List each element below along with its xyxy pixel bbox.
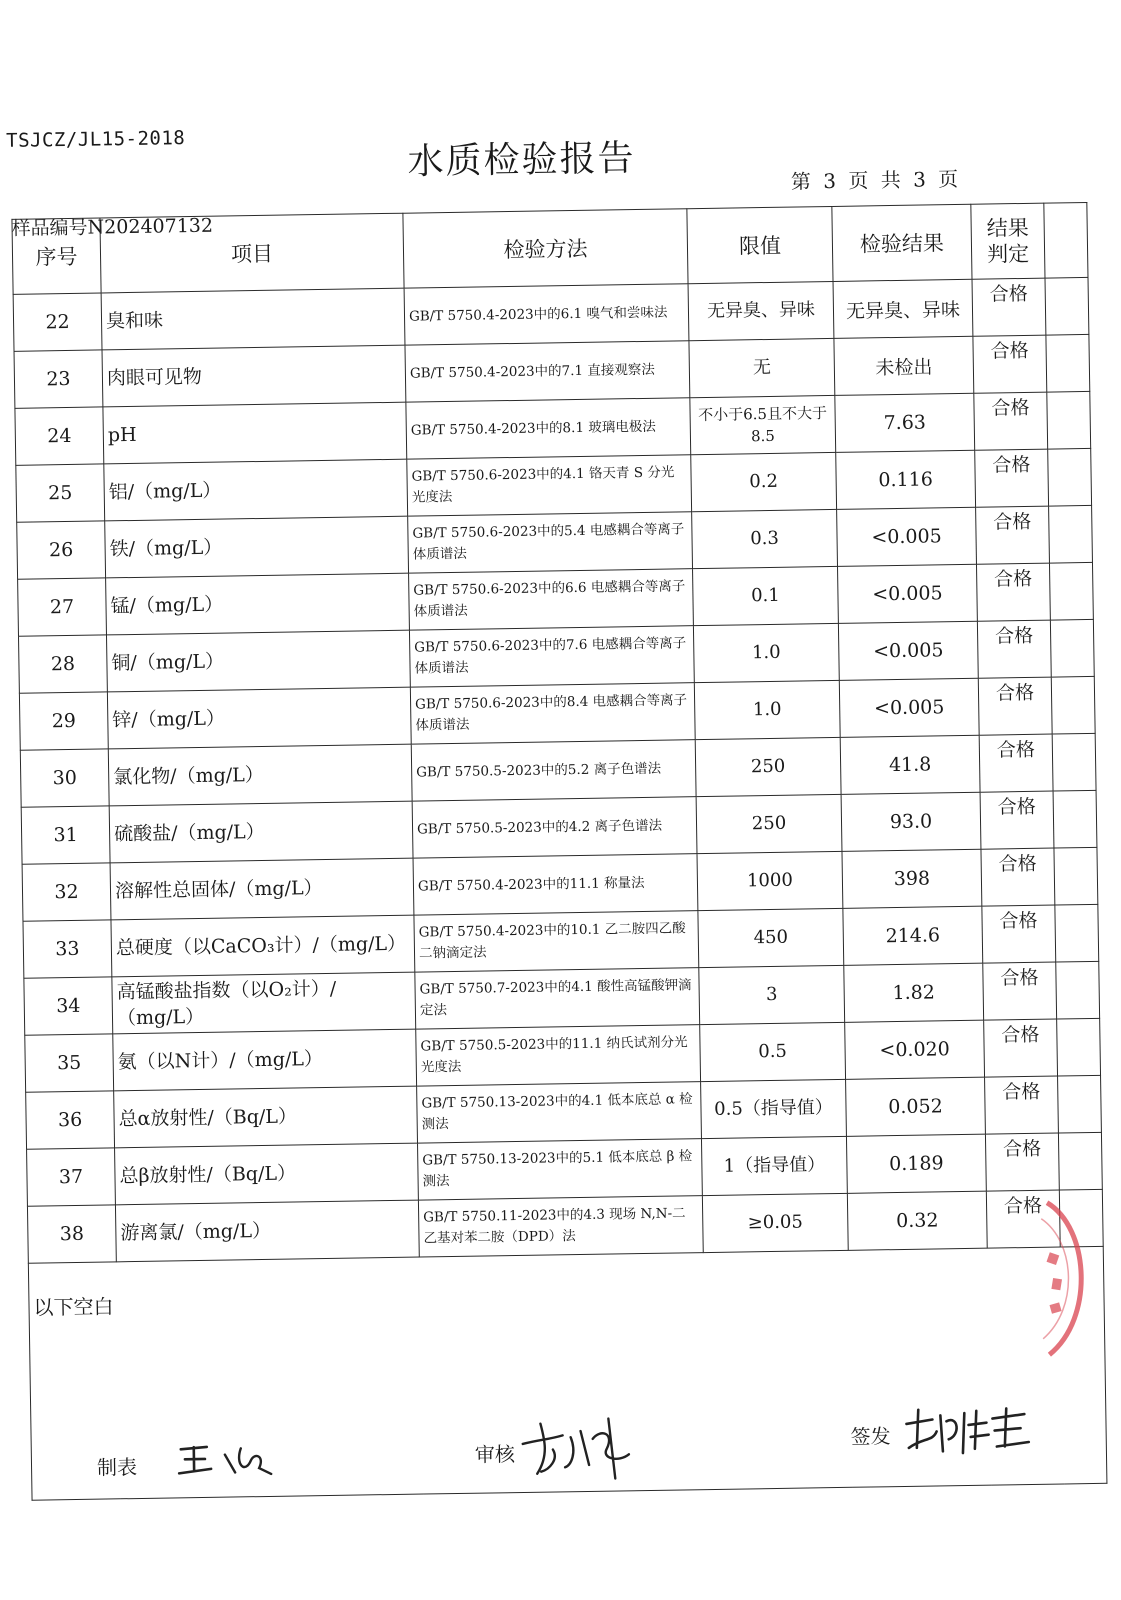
item-name: 氯化物/（mg/L） [108,744,412,806]
test-method: GB/T 5750.5-2023中的4.2 离子色谱法 [412,797,697,858]
row-spacer [1053,790,1097,848]
row-spacer [1048,448,1092,506]
limit-value: 250 [696,794,842,853]
item-name: 总β放射性/（Bq/L） [115,1143,419,1205]
test-result: <0.005 [838,621,978,680]
row-number: 32 [22,863,111,921]
test-method: GB/T 5750.5-2023中的5.2 离子色谱法 [411,740,696,801]
row-spacer [1046,334,1090,392]
row-number: 35 [25,1034,114,1092]
judgement: 合格 [975,449,1049,507]
row-number: 26 [17,521,106,579]
test-result: 93.0 [841,792,981,851]
limit-value: 0.1 [693,566,839,625]
col-header-limit: 限值 [687,206,833,283]
judgement: 合格 [980,791,1054,849]
blank-note: 以下空白 [28,1246,1107,1500]
judgement: 合格 [972,278,1046,336]
row-spacer [1045,277,1089,335]
test-method: GB/T 5750.4-2023中的7.1 直接观察法 [405,341,690,402]
limit-value: 不小于6.5且不大于8.5 [690,395,836,454]
test-result: 0.32 [847,1191,987,1250]
issued-signature [902,1400,1033,1462]
prepared-by-label: 制表 [96,1455,138,1480]
test-method: GB/T 5750.13-2023中的4.1 低本底总 α 检测法 [417,1082,702,1143]
judgement: 合格 [976,563,1050,621]
row-spacer [1057,1018,1101,1076]
item-name: 锰/（mg/L） [106,573,410,635]
item-name: 溶解性总固体/（mg/L） [110,858,414,920]
limit-value: 0.2 [691,452,837,511]
limit-value: 1.0 [693,623,839,682]
limit-value: 450 [698,908,844,967]
judgement: 合格 [973,335,1047,393]
test-method: GB/T 5750.4-2023中的10.1 乙二胺四乙酸二钠滴定法 [414,911,699,972]
judgement: 合格 [974,392,1048,450]
test-result: <0.020 [845,1020,985,1079]
test-result: 41.8 [840,735,980,794]
item-name: 硫酸盐/（mg/L） [109,801,413,863]
test-method: GB/T 5750.7-2023中的4.1 酸性高锰酸钾滴定法 [415,968,700,1029]
test-result: 0.189 [846,1134,986,1193]
row-number: 37 [27,1148,116,1206]
test-result: 未检出 [834,336,974,395]
test-result: 1.82 [844,963,984,1022]
prepared-signature [175,1434,276,1484]
col-header-method: 检验方法 [403,209,688,288]
row-spacer [1055,904,1099,962]
item-name: 锌/（mg/L） [107,687,411,749]
test-method: GB/T 5750.11-2023中的4.3 现场 N,N-二乙基对苯二胺（DPD）法 [418,1196,703,1257]
test-method: GB/T 5750.6-2023中的5.4 电感耦合等离子体质谱法 [408,512,693,573]
row-number: 34 [24,977,113,1035]
row-number: 28 [18,635,107,693]
row-spacer [1050,619,1094,677]
test-result: 0.052 [846,1077,986,1136]
judgement: 合格 [985,1133,1059,1191]
row-spacer [1058,1075,1102,1133]
test-method: GB/T 5750.4-2023中的8.1 玻璃电极法 [406,398,691,459]
col-header-no: 序号 [12,218,101,294]
row-spacer [1049,505,1093,563]
reviewed-by-label: 审核 [474,1442,516,1467]
limit-value: 250 [695,737,841,796]
row-number: 25 [16,464,105,522]
limit-value: 无异臭、异味 [688,281,834,340]
item-name: 总硬度（以CaCO₃计）/（mg/L） [111,915,415,977]
row-number: 23 [14,350,103,408]
test-result: 214.6 [843,906,983,965]
judgement: 合格 [986,1190,1060,1248]
judgement: 合格 [976,506,1050,564]
issued-by-label: 签发 [850,1424,891,1449]
row-spacer [1056,961,1100,1019]
col-header-spacer [1044,202,1088,278]
limit-value: 1000 [697,851,843,910]
item-name: 肉眼可见物 [102,345,406,407]
row-spacer [1052,733,1096,791]
limit-value: 无 [689,338,835,397]
row-number: 30 [20,749,109,807]
judgement: 合格 [981,848,1055,906]
judgement: 合格 [984,1019,1058,1077]
test-result: 398 [842,849,982,908]
item-name: 游离氯/（mg/L） [115,1200,419,1262]
page-title: 水质检验报告 [407,138,636,183]
row-number: 27 [18,578,107,636]
limit-value: 0.5（指导值） [701,1079,847,1138]
row-number: 24 [15,407,104,465]
test-result: <0.005 [838,564,978,623]
test-result: 7.63 [835,393,975,452]
col-header-result: 检验结果 [832,204,972,281]
test-method: GB/T 5750.4-2023中的6.1 嗅气和尝味法 [404,284,689,345]
sample-number: 样品编号N202407132 [11,214,214,240]
reviewed-signature [518,1408,639,1490]
row-number: 33 [23,920,112,978]
item-name: 臭和味 [101,288,405,350]
row-number: 31 [21,806,110,864]
judgement: 合格 [983,962,1057,1020]
test-result: <0.005 [837,507,977,566]
row-spacer [1058,1132,1102,1190]
item-name: 铜/（mg/L） [106,630,410,692]
col-header-judge-line2: 判定 [986,241,1030,267]
judgement: 合格 [978,677,1052,735]
row-spacer [1054,847,1098,905]
item-name: 铝/（mg/L） [104,459,408,521]
limit-value: 0.3 [692,509,838,568]
test-method: GB/T 5750.6-2023中的8.4 电感耦合等离子体质谱法 [410,683,695,744]
limit-value: 1（指导值） [701,1136,847,1195]
row-number: 29 [19,692,108,750]
test-result: 0.116 [836,450,976,509]
judgement: 合格 [977,620,1051,678]
row-spacer [1047,391,1091,449]
item-name: 氨（以N计）/（mg/L） [113,1029,417,1091]
col-header-judge-line1: 结果 [986,215,1029,241]
row-number: 22 [13,293,102,351]
judgement: 合格 [982,905,1056,963]
page-number: 第 3 页 共 3 页 [790,166,959,194]
form-code: TSJCZ/JL15-2018 [6,127,186,152]
row-number: 36 [26,1091,115,1149]
test-result: 无异臭、异味 [833,279,973,338]
judgement: 合格 [979,734,1053,792]
item-name: pH [103,402,407,464]
test-result: <0.005 [839,678,979,737]
test-method: GB/T 5750.4-2023中的11.1 称量法 [413,854,698,915]
judgement: 合格 [985,1076,1059,1134]
test-method: GB/T 5750.6-2023中的6.6 电感耦合等离子体质谱法 [409,569,694,630]
test-method: GB/T 5750.13-2023中的5.1 低本底总 β 检测法 [418,1139,703,1200]
col-header-judge [971,203,1045,279]
row-spacer [1049,562,1093,620]
limit-value: 3 [699,965,845,1024]
test-method: GB/T 5750.5-2023中的11.1 纳氏试剂分光光度法 [416,1025,701,1086]
row-spacer [1051,676,1095,734]
test-method: GB/T 5750.6-2023中的7.6 电感耦合等离子体质谱法 [409,626,694,687]
row-number: 38 [27,1205,116,1263]
item-name: 总α放射性/（Bq/L） [114,1086,418,1148]
item-name: 高锰酸盐指数（以O₂计）/（mg/L） [112,972,416,1034]
limit-value: ≥0.05 [702,1193,848,1252]
col-header-item: 项目 [100,213,404,293]
results-table [11,202,1107,1501]
test-method: GB/T 5750.6-2023中的4.1 铬天青 S 分光光度法 [407,455,692,516]
limit-value: 0.5 [700,1022,846,1081]
limit-value: 1.0 [694,680,840,739]
item-name: 铁/（mg/L） [105,516,409,578]
inspection-stamp [1027,1198,1100,1359]
